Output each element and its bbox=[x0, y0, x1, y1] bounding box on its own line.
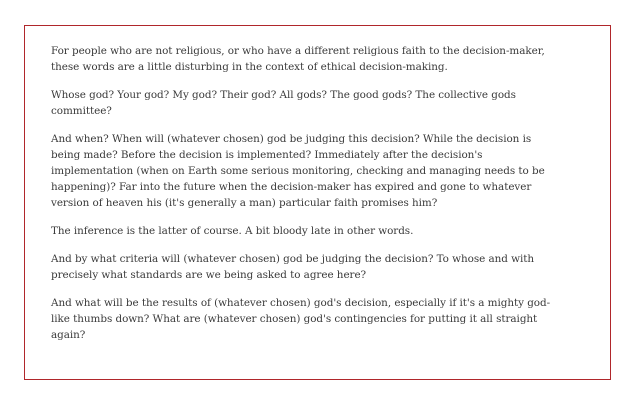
paragraph-3: And when? When will (whatever chosen) god be judging this decision? While the decision is being made? Before the decision is implemented? Immediately after the decision's implementation (when on Earth some serious monitoring, checking and managing needs to be happening)? Far into the future when the decision-maker has expired and gone to whatever version of heaven his (it's generally a man) particular faith promises him? bbox=[51, 133, 545, 209]
paragraph-1: For people who are not religious, or who have a different religious faith to the decision-maker, these words are a little disturbing in the context of ethical decision-making. bbox=[51, 45, 545, 73]
paragraph-4: The inference is the latter of course. A bit bloody late in other words. bbox=[51, 225, 414, 237]
text-body bbox=[51, 43, 551, 355]
paragraph-5: And by what criteria will (whatever chosen) god be judging the decision? To whose and with precisely what standards are we being asked to agree here? bbox=[51, 253, 534, 281]
paragraph-2: Whose god? Your god? My god? Their god? All gods? The good gods? The collective gods committee? bbox=[51, 89, 516, 117]
paragraph-6: And what will be the results of (whatever chosen) god's decision, especially if it's a mighty god-like thumbs down? What are (whatever chosen) god's contingencies for putting it all straight again? bbox=[51, 297, 551, 341]
